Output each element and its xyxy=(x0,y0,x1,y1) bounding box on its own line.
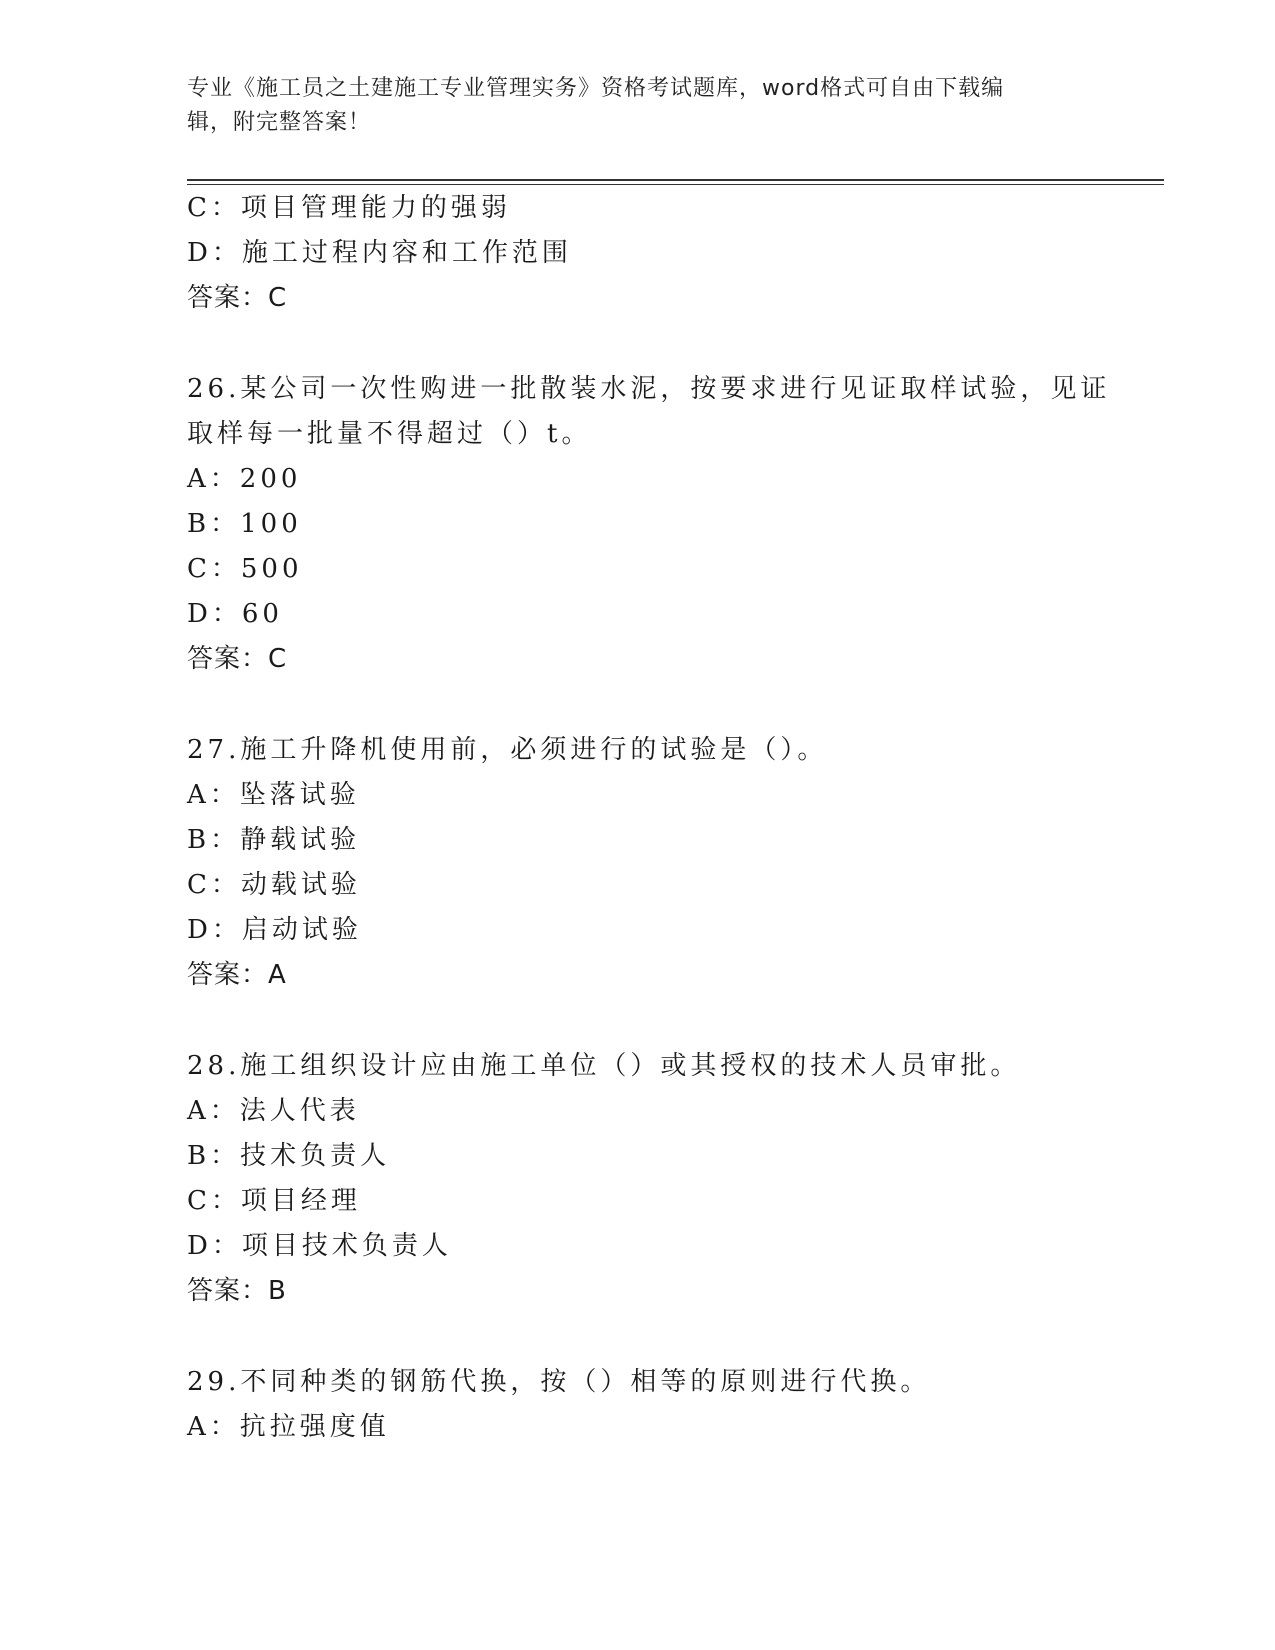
prev-option-c: C：项目管理能力的强弱 xyxy=(187,193,511,223)
q28-answer: 答案：B xyxy=(187,1276,287,1306)
q26-option-d: D：60 xyxy=(187,599,283,629)
q26-option-c: C：500 xyxy=(187,554,303,584)
q27-option-a: A：坠落试验 xyxy=(187,780,360,810)
q27-option-c: C：动载试验 xyxy=(187,870,361,900)
q26-stem-line-2: 取样每一批量不得超过（）t。 xyxy=(187,419,592,449)
q29-option-a: A：抗拉强度值 xyxy=(187,1412,390,1442)
header-line-1: 专业《施工员之土建施工专业管理实务》资格考试题库，word格式可自由下载编 xyxy=(187,76,1005,101)
q26-option-b: B：100 xyxy=(187,509,302,539)
q27-option-b: B：静载试验 xyxy=(187,825,361,855)
q28-stem-line-1: 28.施工组织设计应由施工单位（）或其授权的技术人员审批。 xyxy=(187,1051,1021,1081)
document-header xyxy=(187,72,1077,140)
header-divider-thick xyxy=(187,179,1164,181)
q26-option-a: A：200 xyxy=(187,464,302,494)
q27-stem-line-1: 27.施工升降机使用前，必须进行的试验是（）。 xyxy=(187,735,828,765)
header-line-2: 辑，附完整答案！ xyxy=(187,110,372,135)
header-divider-thin xyxy=(187,184,1164,185)
q26-answer: 答案：C xyxy=(187,644,288,674)
q27-answer: 答案：A xyxy=(187,960,287,990)
q28-option-c: C：项目经理 xyxy=(187,1186,361,1216)
q28-option-a: A：法人代表 xyxy=(187,1096,360,1126)
prev-answer: 答案：C xyxy=(187,283,288,313)
q26-stem-line-1: 26.某公司一次性购进一批散装水泥，按要求进行见证取样试验，见证 xyxy=(187,374,1111,404)
q29-stem-line-1: 29.不同种类的钢筋代换，按（）相等的原则进行代换。 xyxy=(187,1367,931,1397)
q28-option-d: D：项目技术负责人 xyxy=(187,1231,452,1261)
q27-option-d: D：启动试验 xyxy=(187,915,362,945)
prev-option-d: D：施工过程内容和工作范围 xyxy=(187,238,572,268)
q28-option-b: B：技术负责人 xyxy=(187,1141,391,1171)
